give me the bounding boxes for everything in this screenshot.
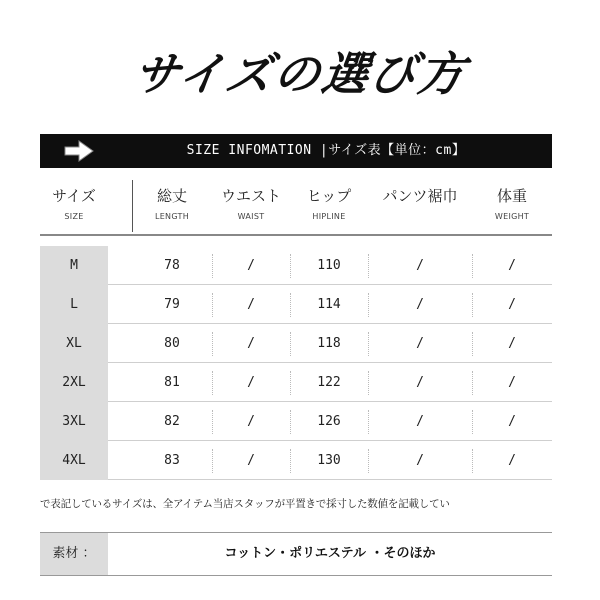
value-cell: 83: [164, 453, 180, 468]
column-separator: [368, 371, 369, 395]
column-separator: [290, 293, 291, 317]
value-cell: /: [508, 414, 516, 429]
column-separator: [212, 449, 213, 473]
column-separator: [212, 371, 213, 395]
value-cell: 114: [317, 297, 341, 312]
column-separator: [290, 254, 291, 278]
value-cell: /: [247, 453, 255, 468]
column-separator: [368, 410, 369, 434]
value-cell: 126: [317, 414, 341, 429]
column-separator: [290, 371, 291, 395]
value-cell: /: [508, 297, 516, 312]
column-separator: [212, 293, 213, 317]
table-row: [40, 324, 552, 363]
column-separator: [290, 449, 291, 473]
header-hem-width: パンツ裾巾: [382, 187, 458, 205]
column-separator: [368, 293, 369, 317]
value-cell: /: [416, 414, 424, 429]
value-cell: /: [416, 336, 424, 351]
column-separator: [472, 371, 473, 395]
column-separator: [368, 449, 369, 473]
measurement-note: で表記しているサイズは、全アイテム当店スタッフが平置きで採寸した数値を記載してい: [40, 498, 450, 510]
value-cell: 82: [164, 414, 180, 429]
size-info-text: SIZE INFOMATION |サイズ表【単位：cm】: [186, 143, 466, 158]
size-cell: L: [70, 297, 78, 312]
value-cell: 110: [317, 258, 341, 273]
value-cell: 130: [317, 453, 341, 468]
value-cell: /: [416, 258, 424, 273]
table-row: [40, 402, 552, 441]
column-separator: [212, 332, 213, 356]
header-hip: ヒップ HIPLINE: [306, 187, 352, 221]
value-cell: 122: [317, 375, 341, 390]
column-separator: [368, 332, 369, 356]
size-cell: XL: [66, 336, 82, 351]
value-cell: /: [416, 375, 424, 390]
row-divider: [108, 479, 552, 480]
header-length: 総丈 LENGTH: [154, 187, 190, 221]
column-separator: [368, 254, 369, 278]
material-value: コットン・ポリエステル ・そのほか: [224, 546, 436, 561]
value-cell: 81: [164, 375, 180, 390]
header-weight: 体重 WEIGHT: [494, 187, 530, 221]
column-separator: [472, 449, 473, 473]
page-title: サイズの選び方: [129, 47, 470, 101]
column-separator: [212, 410, 213, 434]
value-cell: /: [508, 453, 516, 468]
size-cell: M: [70, 258, 78, 273]
value-cell: /: [508, 258, 516, 273]
table-row: [40, 363, 552, 402]
value-cell: 79: [164, 297, 180, 312]
value-cell: /: [247, 375, 255, 390]
column-separator: [290, 410, 291, 434]
value-cell: /: [247, 414, 255, 429]
material-label: 素材 ：: [40, 533, 108, 575]
column-separator: [472, 410, 473, 434]
value-cell: 118: [317, 336, 341, 351]
column-separator: [290, 332, 291, 356]
value-cell: /: [508, 375, 516, 390]
column-separator: [472, 254, 473, 278]
header-divider: [132, 180, 133, 232]
column-separator: [472, 293, 473, 317]
value-cell: /: [247, 336, 255, 351]
size-cell: 3XL: [62, 414, 86, 429]
value-cell: 80: [164, 336, 180, 351]
table-row: [40, 441, 552, 480]
column-separator: [472, 332, 473, 356]
table-row: [40, 246, 552, 285]
value-cell: /: [247, 297, 255, 312]
right-arrow-icon: [64, 140, 94, 162]
value-cell: /: [247, 258, 255, 273]
size-info-bar: [40, 134, 552, 168]
table-row: [40, 285, 552, 324]
column-separator: [212, 254, 213, 278]
size-cell: 2XL: [62, 375, 86, 390]
header-waist: ウエスト WAIST: [220, 187, 281, 221]
size-cell: 4XL: [62, 453, 86, 468]
value-cell: /: [508, 336, 516, 351]
value-cell: /: [416, 297, 424, 312]
value-cell: /: [416, 453, 424, 468]
header-size: サイズ SIZE: [52, 187, 96, 221]
table-header: [40, 176, 552, 236]
material-row: [40, 532, 552, 576]
value-cell: 78: [164, 258, 180, 273]
